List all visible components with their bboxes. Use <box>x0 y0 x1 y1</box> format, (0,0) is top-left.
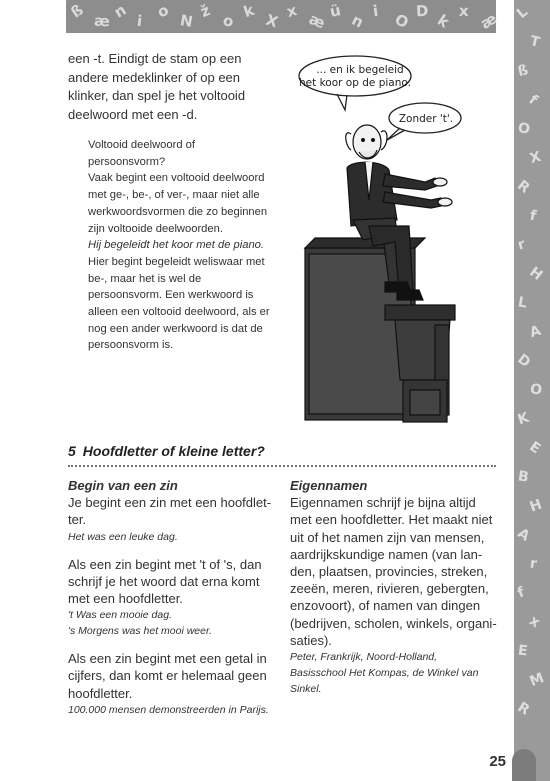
intro-line: klinker, dan spel je het voltooid <box>68 88 246 103</box>
body-line: Als een zin begint met 't of 's, dan <box>68 556 262 572</box>
decor-glyph: L <box>516 294 529 312</box>
spacer <box>68 639 280 650</box>
decor-glyph: x <box>458 1 469 21</box>
speech-bubble-text: het koor op de piano. <box>299 77 411 89</box>
body-line: aardrijkskundige namen (van lan- <box>290 546 483 562</box>
column-sentence-start <box>68 477 280 718</box>
body-line: schrijf je het woord dat erna komt <box>68 573 260 589</box>
example-line: 's Morgens was het mooi weer. <box>68 625 213 638</box>
piano-player-illustration <box>285 50 505 430</box>
intro-line: deelwoord met een -d. <box>68 106 198 122</box>
info-box-line: persoonsvorm is. <box>88 339 174 352</box>
decor-glyph: R <box>514 177 533 197</box>
decor-glyph: ü <box>328 1 343 21</box>
example-line: Peter, Frankrijk, Noord-Holland, <box>290 651 438 664</box>
side-decor-strip <box>514 0 550 781</box>
column-proper-names <box>290 477 500 697</box>
decor-glyph: x <box>526 612 543 632</box>
decor-glyph: E <box>526 438 544 458</box>
decor-glyph: T <box>528 33 542 51</box>
decor-glyph: o <box>154 0 172 22</box>
piano <box>305 238 455 422</box>
decor-glyph: ß <box>67 0 87 22</box>
info-box-line: alleen een voltooid deelwoord, als er <box>88 306 270 319</box>
decor-glyph: N <box>178 11 194 31</box>
decor-glyph: O <box>516 119 532 139</box>
info-box-line: werkwoordsvormen die zo beginnen <box>88 205 268 218</box>
body-line: uit of het namen zijn van mensen, <box>290 529 485 545</box>
info-box-line: persoonsvorm? <box>88 155 166 168</box>
body-line: ter. <box>68 512 87 528</box>
decor-glyph: f <box>528 207 538 225</box>
page-tab <box>512 749 536 781</box>
section-title: Hoofdletter of kleine letter? <box>82 443 265 459</box>
decor-glyph: O <box>391 10 412 33</box>
example-line: Sinkel. <box>290 683 322 696</box>
example-line: Het was een leuke dag. <box>68 530 178 543</box>
decor-glyph: i <box>135 11 143 31</box>
info-box-example: Hij begeleidt het koor met de piano. <box>88 239 265 252</box>
decor-glyph: f <box>515 584 527 602</box>
example-line: 't Was een mooie dag. <box>68 609 172 622</box>
spacer <box>68 545 280 556</box>
info-box-line: be-, maar het is wel de <box>88 272 202 285</box>
decor-glyph: A <box>527 322 543 342</box>
header-decor-band <box>66 0 500 33</box>
speech-bubble-text: ... en ik begeleid <box>316 64 404 76</box>
body-line: Eigennamen schrijf je bijna altijd <box>290 495 476 511</box>
info-box <box>88 137 278 354</box>
decor-glyph: D <box>415 1 429 21</box>
intro-paragraph <box>68 50 278 124</box>
body-line: Je begint een zin met een hoofdlet- <box>68 495 272 511</box>
body-line: den, plaatsen, provincies, streken, <box>290 564 488 580</box>
decor-glyph: L <box>513 4 532 22</box>
body-line: (bedrijven, scholen, winkels, organi- <box>290 615 497 631</box>
body-line: saties). <box>290 632 332 648</box>
decor-glyph: k <box>433 10 452 32</box>
decor-glyph: X <box>528 148 543 168</box>
section-divider <box>68 465 496 467</box>
info-box-line: nog een ander werkwoord is dat de <box>88 322 263 335</box>
body-line: cijfers, dan komt er helemaal geen <box>68 668 267 684</box>
body-line: met een hoofdletter. Het maakt niet <box>290 512 493 528</box>
body-line: enzovoort), of namen van dingen <box>290 598 481 614</box>
decor-glyph: A <box>514 525 533 545</box>
decor-glyph: R <box>514 699 533 719</box>
decor-glyph: ž <box>197 1 213 22</box>
decor-glyph: æ <box>305 9 328 33</box>
info-box-line: met ge-, be-, of ver-, maar niet alle <box>88 189 260 202</box>
example-line: 100.000 mensen demonstreerden in Parijs. <box>68 703 269 716</box>
info-box-line: Hier begint begeleidt weliswaar met <box>88 255 265 268</box>
decor-glyph: B <box>516 468 530 486</box>
body-line: Als een zin begint met een getal in <box>68 651 267 667</box>
decor-glyph: M <box>527 670 547 690</box>
decor-glyph: K <box>515 409 532 429</box>
body-line: met een hoofdletter. <box>68 591 183 607</box>
body-line: hoofdletter. <box>68 685 133 701</box>
info-box-line: Vaak begint een voltooid deelwoord <box>88 172 265 185</box>
decor-glyph: n <box>348 10 366 32</box>
info-box-line: persoonsvorm. Een werkwoord is <box>88 289 254 302</box>
intro-line: een -t. Eindigt de stam op een <box>68 51 242 66</box>
decor-glyph: x <box>284 1 299 21</box>
decor-glyph: O <box>528 381 544 399</box>
intro-line: andere medeklinker of op een <box>68 69 241 85</box>
info-box-line: Voltooid deelwoord of <box>88 139 195 151</box>
decor-glyph: f <box>525 91 541 109</box>
decor-glyph: H <box>526 264 546 284</box>
speech-bubble <box>299 56 411 96</box>
decor-glyph: æ <box>476 9 500 33</box>
info-box-line: zijn voltooide deelwoorden. <box>88 222 223 235</box>
decor-glyph: X <box>263 10 280 32</box>
decor-glyph: r <box>515 236 527 254</box>
column-heading: Begin van een zin <box>68 478 178 493</box>
decor-glyph: E <box>517 642 529 660</box>
page-number: 25 <box>489 753 506 770</box>
example-line: Basisschool Het Kompas, de Winkel van <box>290 667 479 680</box>
section-number: 5 <box>68 443 76 459</box>
decor-glyph: k <box>241 0 257 22</box>
decor-glyph: æ <box>93 11 110 31</box>
decor-glyph: i <box>371 1 380 21</box>
decor-glyph: r <box>529 555 538 573</box>
body-line: zeeën, meren, rivieren, gebergten, <box>290 581 489 597</box>
decor-glyph: ß <box>516 62 530 80</box>
section-heading <box>68 443 498 459</box>
column-heading: Eigennamen <box>290 478 368 493</box>
speech-bubble-text: Zonder 't'. <box>398 113 454 125</box>
decor-glyph: D <box>514 351 534 371</box>
decor-glyph: o <box>220 11 235 31</box>
decor-glyph: H <box>527 496 545 516</box>
decor-glyph: n <box>110 0 130 22</box>
